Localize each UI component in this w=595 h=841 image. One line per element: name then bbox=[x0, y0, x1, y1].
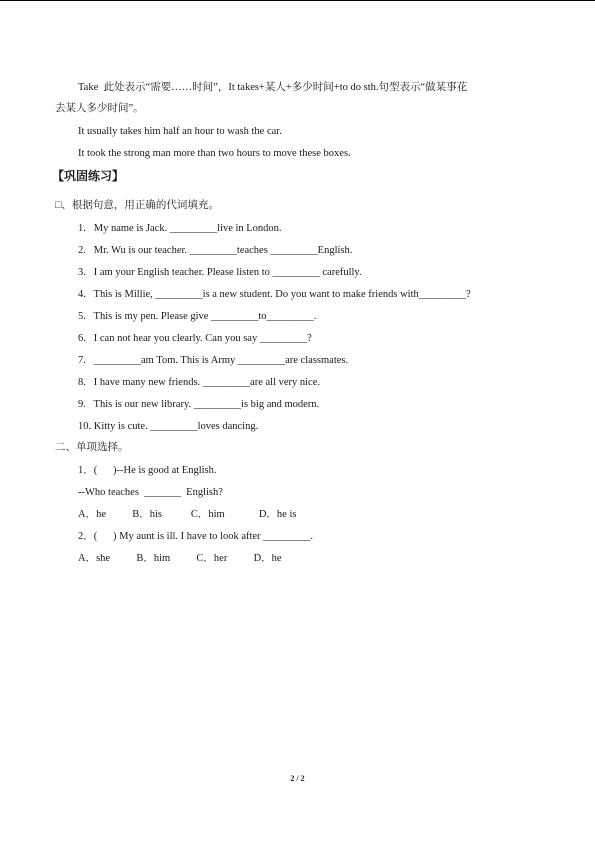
top-border-line bbox=[0, 0, 595, 1]
exercise-item-2: 2. Mr. Wu is our teacher. _________teaches _________English. bbox=[78, 245, 353, 256]
question-1-prompt: 1．( )--He is good at English. bbox=[78, 465, 217, 476]
question-2-options: A．she B．him C．her D．he bbox=[78, 553, 282, 564]
part1-title: □、根据句意，用正确的代词填充。 bbox=[55, 200, 219, 211]
intro-line-1: Take 此处表示“需要……时间”，It takes+某人+多少时间+to do sth.句型表示“做某事花 bbox=[78, 82, 468, 93]
question-1-options: A．he B．his C．him D．he is bbox=[78, 509, 297, 520]
page-number: 2 / 2 bbox=[290, 774, 305, 783]
exercise-item-9: 9. This is our new library. _________is big and modern. bbox=[78, 399, 320, 410]
example-sentence-1: It usually takes him half an hour to wash the car. bbox=[78, 126, 282, 137]
exercise-item-7: 7. _________am Tom. This is Army _________are classmates. bbox=[78, 355, 349, 366]
intro-line-2: 去某人多少时间”。 bbox=[55, 103, 144, 114]
part2-title: 二、单项选择。 bbox=[55, 442, 129, 453]
question-1-followup: --Who teaches _______ English? bbox=[78, 487, 223, 498]
exercise-item-6: 6. I can not hear you clearly. Can you say _________? bbox=[78, 333, 312, 344]
exercise-item-3: 3. I am your English teacher. Please listen to _________ carefully. bbox=[78, 267, 362, 278]
example-sentence-2: It took the strong man more than two hours to move these boxes. bbox=[78, 148, 351, 159]
question-2-prompt: 2．( ) My aunt is ill. I have to look after _________. bbox=[78, 531, 314, 542]
exercise-item-10: 10. Kitty is cute. _________loves dancing. bbox=[78, 421, 259, 432]
exercise-item-4: 4. This is Millie, _________is a new student. Do you want to make friends with_________? bbox=[78, 289, 471, 300]
exercise-item-1: 1. My name is Jack. _________live in London. bbox=[78, 223, 282, 234]
exercise-item-8: 8. I have many new friends. _________are all very nice. bbox=[78, 377, 321, 388]
exercise-item-5: 5. This is my pen. Please give _________to_________. bbox=[78, 311, 317, 322]
section-title: 【巩固练习】 bbox=[52, 169, 125, 183]
